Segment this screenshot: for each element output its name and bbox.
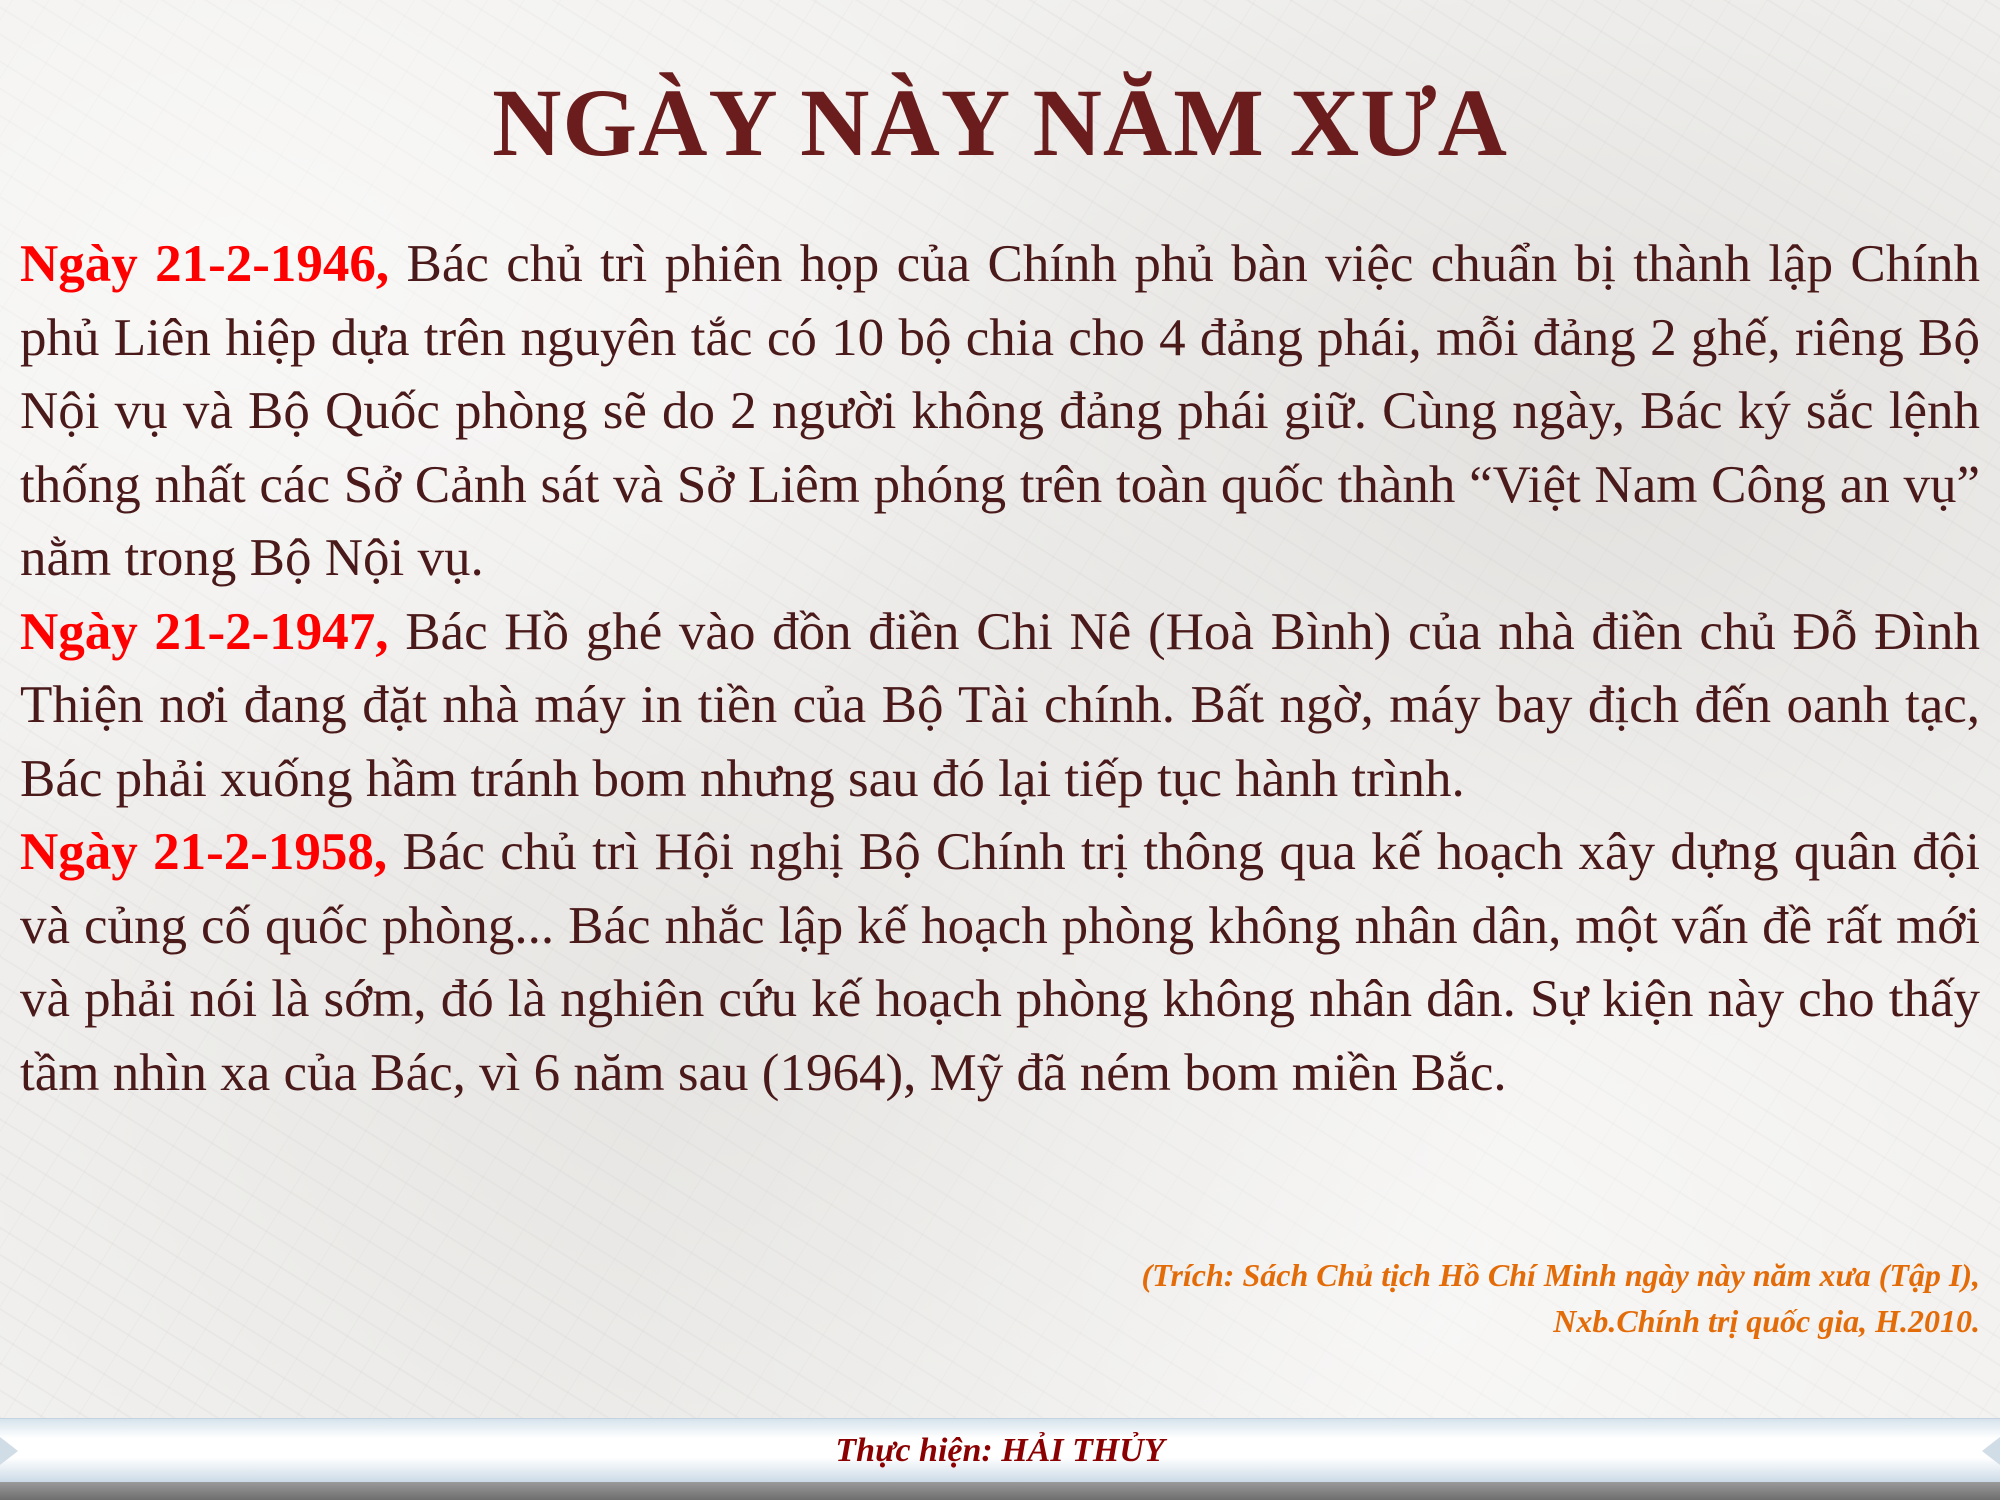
footer-bar [0,1418,2000,1484]
entry-1946 [20,228,1980,596]
citation-line-1: (Trích: Sách Chủ tịch Hồ Chí Minh ngày này năm xưa (Tập I), [1141,1257,1980,1293]
entry-1947 [20,596,1980,817]
entry-date: Ngày 21-2-1947, [20,602,389,661]
entry-text: Bác chủ trì phiên họp của Chính phủ bàn việc chuẩn bị thành lập Chính phủ Liên hiệp dựa trên nguyên tắc có 10 bộ chia cho 4 đảng phái, mỗi đảng 2 ghế, riêng Bộ Nội vụ và Bộ Quốc phòng sẽ do 2 người không đảng phái giữ. Cùng ngày, Bác ký sắc lệnh thống nhất các Sở Cảnh sát và Sở Liêm phóng trên toàn quốc thành “Việt Nam Công an vụ” nằm trong Bộ Nội vụ. [20,235,1980,587]
entry-1958 [20,816,1980,1110]
entry-text: Bác Hồ ghé vào đồn điền Chi Nê (Hoà Bình) của nhà điền chủ Đỗ Đình Thiện nơi đang đặt nhà máy in tiền của Bộ Tài chính. Bất ngờ, máy bay địch đến oanh tạc, Bác phải xuống hầm tránh bom nhưng sau đó lại tiếp tục hành trình. [20,602,1981,808]
source-citation [480,1252,1980,1344]
bottom-shadow [0,1482,2000,1500]
page-title: NGÀY NÀY NĂM XƯA [492,69,1508,176]
footer-credit: Thực hiện: HẢI THỦY [835,1432,1165,1469]
entry-date: Ngày 21-2-1958, [20,823,388,881]
entry-date: Ngày 21-2-1946, [20,235,390,293]
entry-text: Bác chủ trì Hội nghị Bộ Chính trị thông qua kế hoạch xây dựng quân đội và củng cố quốc phòng... Bác nhắc lập kế hoạch phòng không nhân dân, một vấn đề rất mới và phải nói là sớm, đó là nghiên cứu kế hoạch phòng không nhân dân. Sự kiện này cho thấy tầm nhìn xa của Bác, vì 6 năm sau (1964), Mỹ đã ném bom miền Bắc. [20,823,1980,1102]
entries-list [20,228,1980,1110]
citation-line-2: Nxb.Chính trị quốc gia, H.2010. [1553,1303,1980,1339]
